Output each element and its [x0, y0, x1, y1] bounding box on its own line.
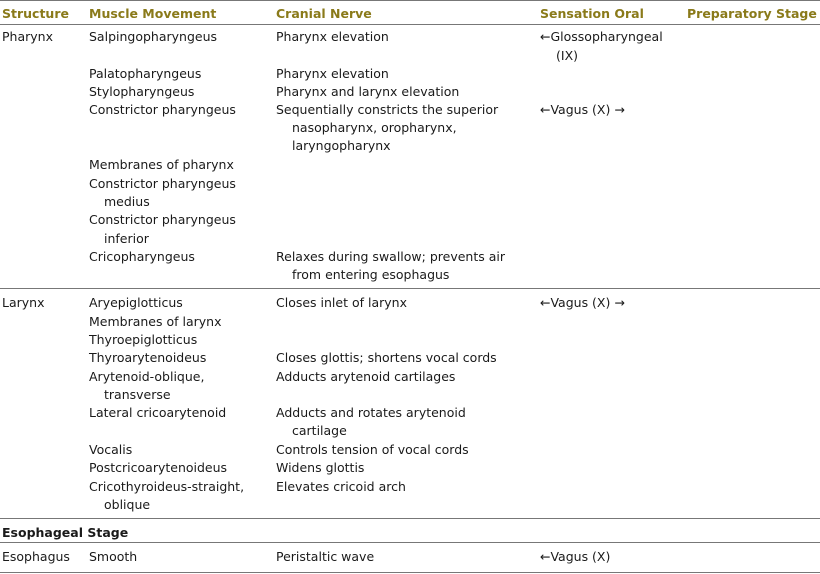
muscle-cell: Palatopharyngeus — [89, 66, 202, 81]
muscle-cell: Membranes of larynx — [89, 314, 222, 329]
structure-esophagus: Esophagus — [2, 549, 70, 564]
nerve-cell: Sequentially constricts the superior — [276, 102, 499, 117]
muscle-cell: Salpingopharyngeus — [89, 29, 218, 44]
nerve-cell: Closes inlet of larynx — [276, 295, 407, 310]
muscle-cell: Membranes of pharynx — [89, 157, 234, 172]
muscle-cell: Arytenoid-oblique, — [89, 369, 205, 384]
nerve-cell: Elevates cricoid arch — [276, 479, 406, 494]
structure-pharynx: Pharynx — [2, 29, 53, 44]
muscle-cell: Cricopharyngeus — [89, 249, 195, 264]
nerve-cell: Widens glottis — [276, 460, 365, 475]
nerve-cell: Pharynx elevation — [276, 29, 389, 44]
nerve-cell: Peristaltic wave — [276, 549, 375, 564]
structure-larynx: Larynx — [2, 295, 45, 310]
stage-heading: Esophageal Stage — [2, 525, 129, 540]
sensation-cell-cont: (IX) — [556, 48, 579, 63]
nerve-cell: Adducts arytenoid cartilages — [276, 369, 456, 384]
section-divider — [0, 518, 820, 519]
header-muscle-movement: Muscle Movement — [89, 6, 217, 21]
nerve-cell-cont: cartilage — [292, 423, 347, 438]
muscle-cell-cont: medius — [104, 194, 150, 209]
muscle-cell: Stylopharyngeus — [89, 84, 195, 99]
muscle-cell: Constrictor pharyngeus — [89, 102, 236, 117]
muscle-cell-cont: oblique — [104, 497, 151, 512]
section-divider — [0, 288, 820, 289]
muscle-cell-cont: transverse — [104, 387, 171, 402]
table-header — [0, 0, 820, 25]
muscle-cell: Aryepiglotticus — [89, 295, 183, 310]
nerve-cell: Relaxes during swallow; prevents air — [276, 249, 505, 264]
muscle-cell: Lateral cricoarytenoid — [89, 405, 227, 420]
muscle-cell: Cricothyroideus-straight, — [89, 479, 245, 494]
nerve-cell: Closes glottis; shortens vocal cords — [276, 350, 497, 365]
muscle-cell-cont: inferior — [104, 231, 149, 246]
nerve-cell: Controls tension of vocal cords — [276, 442, 469, 457]
nerve-cell: Pharynx and larynx elevation — [276, 84, 460, 99]
header-preparatory-stage: Preparatory Stage — [687, 6, 817, 21]
muscle-cell: Vocalis — [89, 442, 133, 457]
muscle-cell: Constrictor pharyngeus — [89, 176, 236, 191]
muscle-cell: Smooth — [89, 549, 138, 564]
header-cranial-nerve: Cranial Nerve — [276, 6, 372, 21]
sensation-cell: ←Vagus (X) — [540, 549, 611, 564]
nerve-cell-cont: nasopharynx, oropharynx, — [292, 120, 457, 135]
table-bottom-rule — [0, 572, 820, 573]
muscle-cell: Thyroarytenoideus — [89, 350, 207, 365]
stage-heading-rule — [0, 542, 820, 543]
nerve-cell-cont: from entering esophagus — [292, 267, 450, 282]
nerve-cell-cont: laryngopharynx — [292, 138, 391, 153]
header-structure: Structure — [2, 6, 69, 21]
sensation-cell: ←Glossopharyngeal — [540, 29, 663, 44]
muscle-cell: Constrictor pharyngeus — [89, 212, 236, 227]
header-sensation-oral: Sensation Oral — [540, 6, 644, 21]
nerve-cell: Adducts and rotates arytenoid — [276, 405, 466, 420]
muscle-cell: Thyroepiglotticus — [89, 332, 198, 347]
nerve-cell: Pharynx elevation — [276, 66, 389, 81]
sensation-cell: ←Vagus (X) → — [540, 102, 625, 117]
muscle-cell: Postcricoarytenoideus — [89, 460, 228, 475]
sensation-cell: ←Vagus (X) → — [540, 295, 625, 310]
